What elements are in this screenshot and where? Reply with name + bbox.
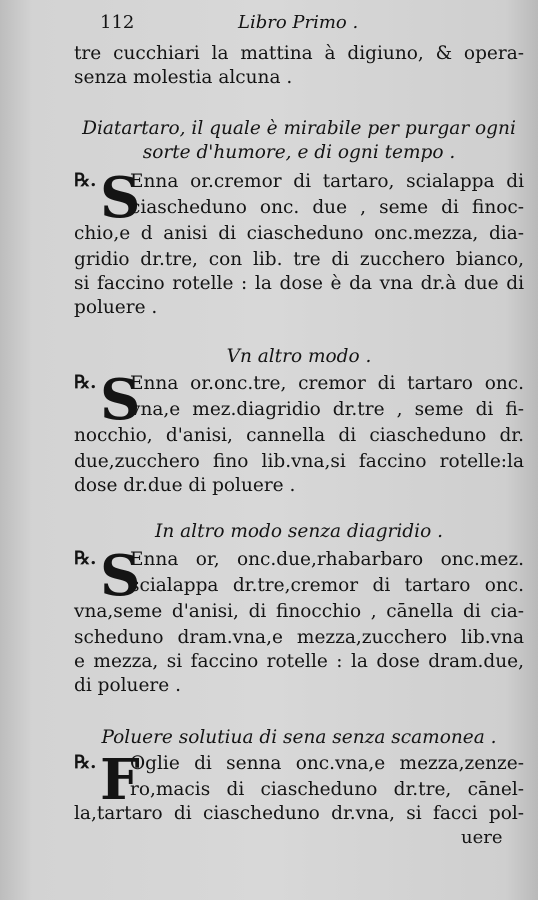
recipe-symbol: ℞. [74, 170, 97, 191]
text-line: scheduno dram.vna,e mezza,zucchero lib.vna [74, 627, 524, 648]
text-line: Enna or.cremor di tartaro, scialappa di [130, 171, 524, 192]
drop-cap: F [100, 747, 140, 813]
section-title: Vn altro modo . [226, 346, 372, 367]
text-line: nocchio, d'anisi, cannella di ciascheduno dr. [74, 425, 524, 446]
text-line: Enna or, onc.due,rhabarbaro onc.mez. [130, 549, 524, 570]
text-line: di poluere . [74, 675, 181, 696]
drop-cap: S [100, 543, 141, 609]
drop-cap: S [100, 165, 141, 231]
text-line: poluere . [74, 297, 158, 318]
running-title: Libro Primo . [238, 12, 359, 33]
text-line: e mezza, si faccino rotelle : la dose dram.due, [74, 651, 524, 672]
text-line: due,zucchero fino lib.vna,si faccino rotelle:la [74, 451, 524, 472]
text-line: ciascheduno onc. due , seme di finoc- [130, 197, 524, 218]
text-line: vna,seme d'anisi, di finocchio , cānella di cia- [74, 601, 524, 622]
text-line: chio,e d anisi di ciascheduno onc.mezza, dia- [74, 223, 524, 244]
section-title: Diatartaro, il quale è mirabile per purgar ogni [82, 118, 516, 139]
text-line: dose dr.due di poluere . [74, 475, 296, 496]
section-title: sorte d'humore, e di ogni tempo . [142, 142, 456, 163]
text-line: gridio dr.tre, con lib. tre di zucchero bianco, [74, 249, 524, 270]
text-line: ro,macis di ciascheduno dr.tre, cānel- [130, 779, 524, 800]
text-line: Enna or.onc.tre, cremor di tartaro onc. [130, 373, 524, 394]
recipe-symbol: ℞. [74, 372, 97, 393]
text-line: si faccino rotelle : la dose è da vna dr.à due di [74, 273, 524, 294]
catchword: uere [461, 827, 503, 848]
recipe-symbol: ℞. [74, 752, 97, 773]
section-title: In altro modo senza diagridio . [155, 521, 443, 542]
page-number: 112 [100, 12, 135, 33]
text-line: Oglie di senna onc.vna,e mezza,zenze- [130, 753, 524, 774]
text-line: senza molestia alcuna . [74, 67, 293, 88]
section-title: Poluere solutiua di sena senza scamonea . [101, 727, 497, 748]
text-line: vna,e mez.diagridio dr.tre , seme di fi- [130, 399, 524, 420]
text-line: scialappa dr.tre,cremor di tartaro onc. [130, 575, 524, 596]
recipe-symbol: ℞. [74, 548, 97, 569]
drop-cap: S [100, 367, 141, 433]
text-line: tre cucchiari la mattina à digiuno, & opera- [74, 43, 524, 64]
text-line: la,tartaro di ciascheduno dr.vna, si facci pol- [74, 803, 524, 824]
